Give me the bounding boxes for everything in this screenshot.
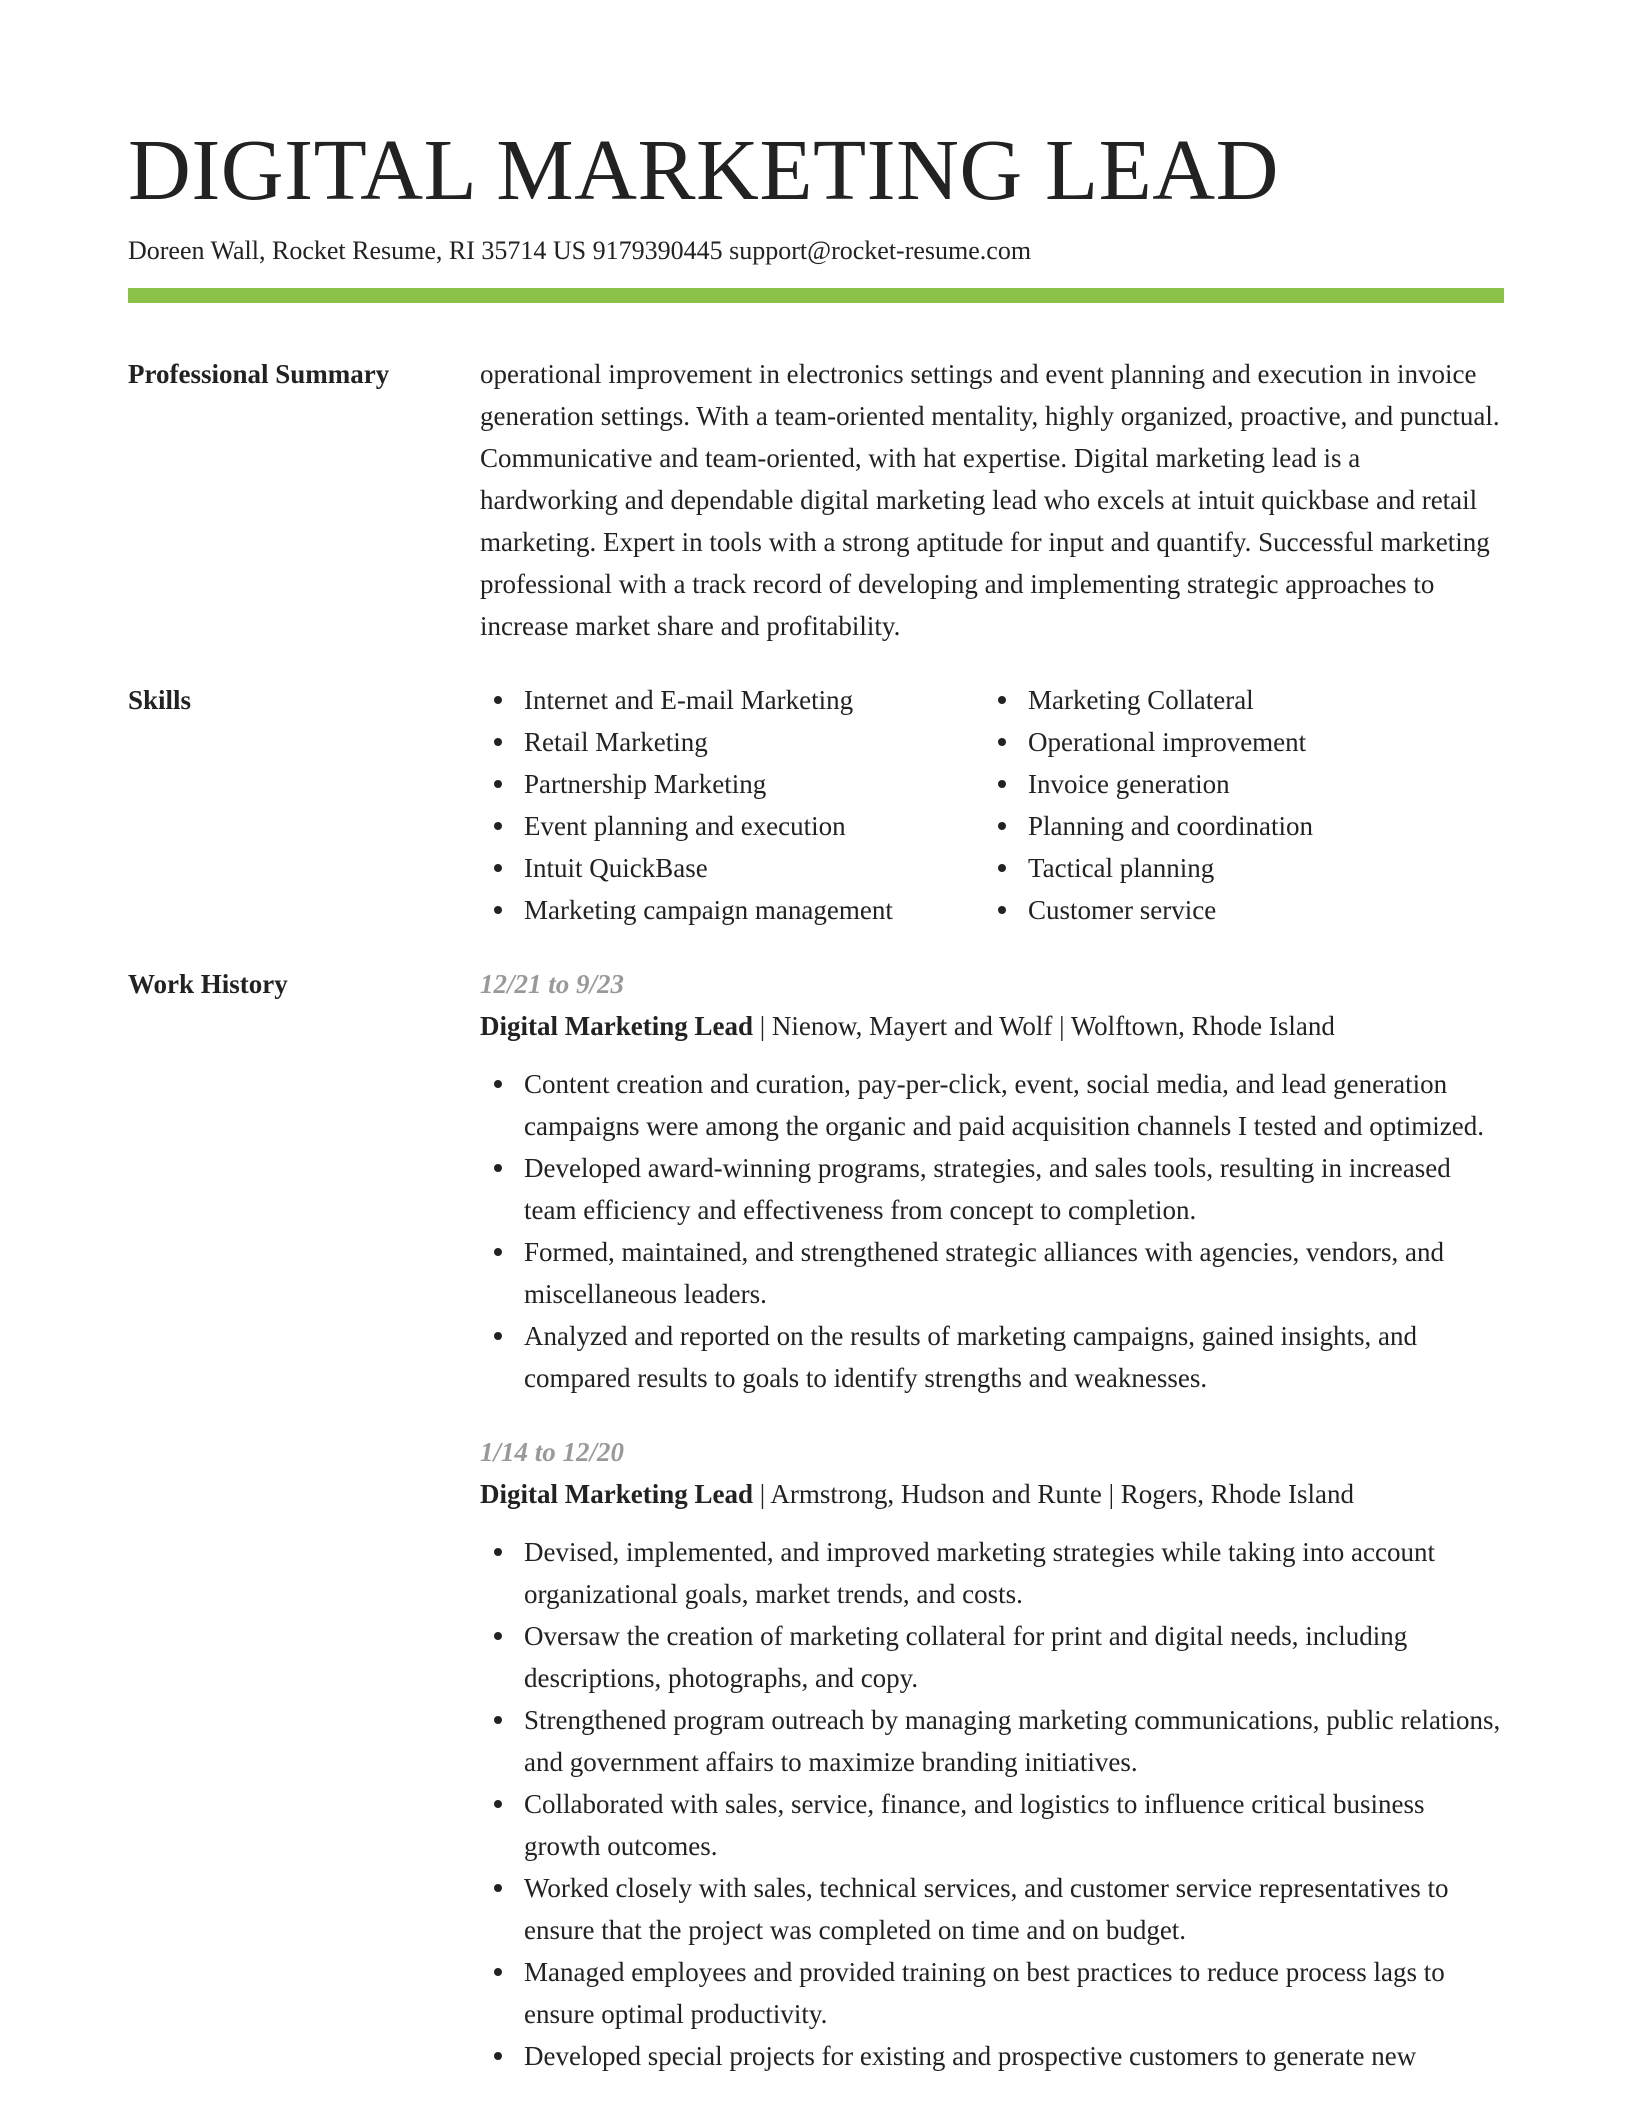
job-entry — [480, 1431, 1504, 2077]
skill-item: Intuit QuickBase — [480, 847, 984, 889]
job-bullet: Formed, maintained, and strengthened strategic alliances with agencies, vendors, and miscellaneous leaders. — [480, 1231, 1504, 1315]
work-history-section — [128, 963, 1504, 2077]
skill-item: Event planning and execution — [480, 805, 984, 847]
skill-item: Marketing Collateral — [984, 679, 1504, 721]
job-details: | Armstrong, Hudson and Runte | Rogers, Rhode Island — [752, 1479, 1354, 1509]
job-bullet: Managed employees and provided training on best practices to reduce process lags to ensure optimal productivity. — [480, 1951, 1504, 2035]
work-history-body — [480, 963, 1504, 2077]
skill-item: Marketing campaign management — [480, 889, 984, 931]
summary-text: operational improvement in electronics settings and event planning and execution in invoice generation settings. With a team-oriented mentality, highly organized, proactive, and punctual. Communicative and team-oriented, with hat expertise. Digital marketing lead is a hardworking and dependable digital marketing lead who excels at intuit quickbase and retail marketing. Expert in tools with a strong aptitude for input and quantify. Successful marketing professional with a track record of developing and implementing strategic approaches to increase market share and profitability. — [480, 359, 1500, 641]
section-heading-summary: Professional Summary — [128, 359, 390, 389]
skills-column-left — [480, 679, 984, 931]
skill-item: Partnership Marketing — [480, 763, 984, 805]
contact-line: Doreen Wall, Rocket Resume, RI 35714 US 9179390445 support@rocket-resume.com — [128, 236, 1032, 265]
accent-divider — [128, 288, 1504, 303]
skill-item: Tactical planning — [984, 847, 1504, 889]
job-details: | Nienow, Mayert and Wolf | Wolftown, Rhode Island — [752, 1011, 1335, 1041]
job-title: Digital Marketing Lead — [480, 1479, 753, 1509]
skill-item: Customer service — [984, 889, 1504, 931]
skills-columns — [480, 679, 1504, 931]
job-bullet: Analyzed and reported on the results of marketing campaigns, gained insights, and compared results to goals to identify strengths and weaknesses. — [480, 1315, 1504, 1399]
job-bullets — [480, 1063, 1504, 1399]
job-bullet: Oversaw the creation of marketing collateral for print and digital needs, including descriptions, photographs, and copy. — [480, 1615, 1504, 1699]
skills-column-right — [984, 679, 1504, 931]
summary-body — [480, 353, 1504, 647]
job-bullet: Content creation and curation, pay-per-click, event, social media, and lead generation campaigns were among the organic and paid acquisition channels I tested and optimized. — [480, 1063, 1504, 1147]
job-bullet: Strengthened program outreach by managing marketing communications, public relations, and government affairs to maximize branding initiatives. — [480, 1699, 1504, 1783]
resume-page — [128, 0, 1504, 2077]
section-heading-work-history: Work History — [128, 969, 288, 999]
job-bullets — [480, 1531, 1504, 2077]
skill-item: Invoice generation — [984, 763, 1504, 805]
skill-item: Operational improvement — [984, 721, 1504, 763]
job-bullet: Collaborated with sales, service, finance, and logistics to influence critical business growth outcomes. — [480, 1783, 1504, 1867]
job-heading — [480, 1005, 1504, 1047]
section-heading-skills: Skills — [128, 685, 192, 715]
job-bullet: Developed award-winning programs, strategies, and sales tools, resulting in increased team efficiency and effectiveness from concept to completion. — [480, 1147, 1504, 1231]
job-title: Digital Marketing Lead — [480, 1011, 753, 1041]
job-bullet: Devised, implemented, and improved marketing strategies while taking into account organizational goals, market trends, and costs. — [480, 1531, 1504, 1615]
skill-item: Retail Marketing — [480, 721, 984, 763]
job-entry — [480, 963, 1504, 1399]
skills-body — [480, 679, 1504, 931]
skills-section — [128, 679, 1504, 931]
skill-item: Internet and E-mail Marketing — [480, 679, 984, 721]
job-bullet: Worked closely with sales, technical services, and customer service representatives to ensure that the project was completed on time and on budget. — [480, 1867, 1504, 1951]
job-heading — [480, 1473, 1504, 1515]
skill-item: Planning and coordination — [984, 805, 1504, 847]
summary-section — [128, 353, 1504, 647]
job-bullet: Developed special projects for existing and prospective customers to generate new — [480, 2035, 1504, 2077]
resume-title: DIGITAL MARKETING LEAD — [128, 121, 1279, 218]
job-dates: 1/14 to 12/20 — [480, 1437, 625, 1467]
job-dates: 12/21 to 9/23 — [480, 969, 625, 999]
